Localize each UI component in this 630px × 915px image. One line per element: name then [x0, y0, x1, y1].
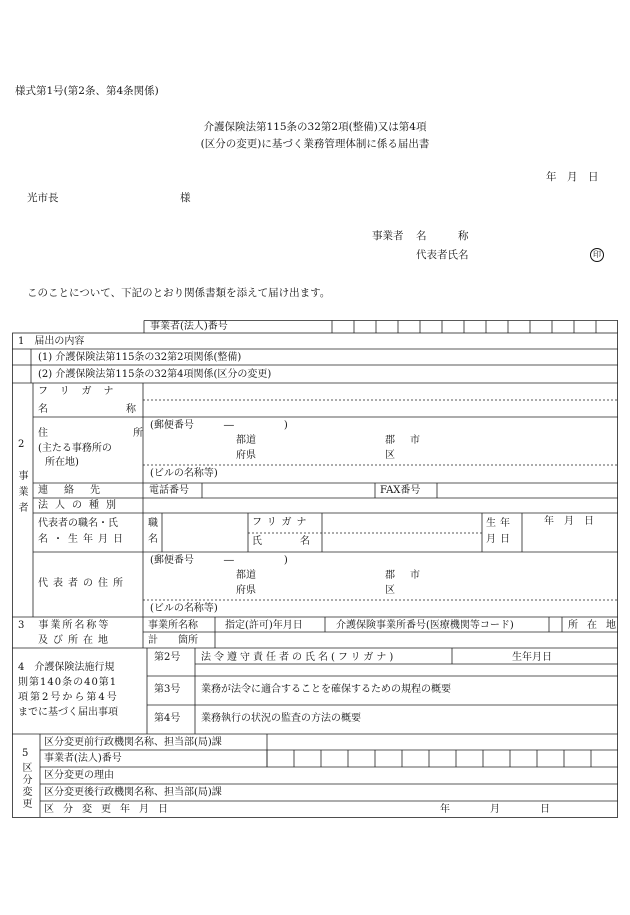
address-sublabel: (主たる事務所の	[38, 443, 112, 454]
birth-label-2: 月日	[486, 534, 514, 545]
office-number-header: 介護保険事業所番号(医療機関等コード)	[336, 620, 514, 631]
business-label: 事業者	[372, 230, 404, 242]
city-label: 市	[410, 435, 420, 446]
name-row-label	[38, 405, 214, 415]
representative-label: 代表者氏名	[416, 249, 469, 261]
rep-ward-label: 区	[385, 585, 395, 596]
section1-title: 1 届出の内容	[18, 336, 85, 347]
section5-number: 5	[22, 748, 29, 759]
birth-date-field[interactable]: 年 月 日	[544, 516, 594, 527]
section2-number: 2	[18, 439, 25, 450]
address-sublabel-2: 所在地)	[45, 457, 79, 468]
prefecture-todo: 都道	[236, 435, 256, 446]
rep-prefecture-fuken: 府県	[236, 585, 256, 596]
rep-city-label: 市	[410, 570, 420, 581]
section3-title-1: 3 事業所名称等	[18, 620, 111, 631]
compliance-officer-label: 法令遵守責任者の氏名(フリガナ)	[201, 652, 397, 663]
rep-prefecture-todo: 都道	[236, 570, 256, 581]
total-offices: 計 箇所	[148, 635, 198, 646]
section1-option-2[interactable]: (2) 介護保険法第115条の32第4項関係(区分の変更)	[38, 369, 272, 380]
rep-county-label: 郡	[385, 570, 395, 581]
item-no3: 第3号	[154, 684, 181, 695]
rep-name-label: 氏 名	[252, 536, 324, 547]
rep-furigana-label: フリガナ	[252, 517, 312, 528]
intro-text: このことについて、下記のとおり関係書類を添えて届け出ます。	[27, 287, 331, 299]
s5-year: 年	[440, 804, 450, 815]
building-name-label: (ビルの名称等)	[150, 468, 218, 479]
section4-line-2: 則第140条の40第1	[18, 677, 118, 688]
rep-building-label: (ビルの名称等)	[150, 603, 218, 614]
section1-option-1[interactable]: (1) 介護保険法第115条の32第2項関係(整備)	[38, 352, 242, 363]
rep-address-label: 代表者の住所	[38, 578, 128, 589]
section5-label: 区分変更	[20, 762, 31, 810]
rep-postal-field[interactable]: (郵便番号 ― )	[150, 555, 288, 566]
address-label: 住所	[38, 428, 228, 439]
corp-type-label: 法人の種別	[38, 500, 123, 511]
s5-month: 月	[490, 804, 500, 815]
operator-number-label: 事業者(法人)番号	[150, 321, 228, 332]
addressee: 光市長	[27, 192, 59, 204]
section3-title-2: 及び所在地	[38, 635, 113, 646]
rep-title-label-1: 代表者の職名・氏	[38, 518, 118, 529]
name-label: 名 称	[416, 230, 469, 242]
ward-label: 区	[385, 450, 395, 461]
section4-line-3: 項第2号から第4号	[18, 692, 119, 703]
position-label-2: 名	[148, 534, 158, 545]
title-line-2: (区分の変更)に基づく業務管理体制に係る届出書	[200, 138, 430, 150]
location-header: 所在地	[568, 620, 625, 631]
s5-after-agency: 区分変更後行政機関名称、担当部(局)課	[44, 787, 222, 798]
submission-date: 年 月 日	[546, 171, 599, 183]
name-row-text: 名称	[38, 404, 214, 415]
s5-change-date: 区分変更年月日	[44, 804, 177, 815]
county-label: 郡	[385, 435, 395, 446]
s5-operator-number: 事業者(法人)番号	[44, 753, 122, 764]
compliance-birth-label: 生年月日	[512, 652, 552, 663]
s5-reason: 区分変更の理由	[44, 770, 114, 781]
honorific: 様	[180, 192, 191, 204]
seal-mark: 印	[590, 248, 604, 262]
phone-label: 電話番号	[149, 485, 189, 496]
birth-label-1: 生年	[486, 518, 514, 529]
contact-label: 連絡先	[38, 485, 116, 496]
s5-day: 日	[540, 804, 550, 815]
s5-before-agency: 区分変更前行政機関名称、担当部(局)課	[44, 737, 222, 748]
rep-title-label-2: 名・生年月日	[38, 534, 128, 545]
position-label: 職	[148, 518, 158, 529]
notification-form-table	[12, 320, 625, 818]
form-number: 様式第1号(第2条、第4条関係)	[15, 85, 159, 97]
item-no2: 第2号	[154, 652, 181, 663]
compliance-rules-label: 業務が法令に適合することを確保するための規程の概要	[201, 684, 451, 695]
section2-label: 事業者	[16, 470, 27, 518]
designation-date-header: 指定(許可)年月日	[225, 620, 303, 631]
postal-code-field[interactable]: (郵便番号 ― )	[150, 420, 288, 431]
office-name-header: 事業所名称	[148, 620, 198, 631]
fax-label: FAX番号	[380, 485, 421, 496]
item-no4: 第4号	[154, 713, 181, 724]
section4-line-1: 4 介護保険法施行規	[18, 662, 115, 673]
prefecture-fuken: 府県	[236, 450, 256, 461]
title-line-1: 介護保険法第115条の32第2項(整備)又は第4項	[203, 121, 427, 133]
section4-line-4: までに基づく届出事項	[18, 707, 118, 718]
audit-method-label: 業務執行の状況の監査の方法の概要	[201, 713, 361, 724]
furigana-label: フリガナ	[38, 386, 126, 397]
